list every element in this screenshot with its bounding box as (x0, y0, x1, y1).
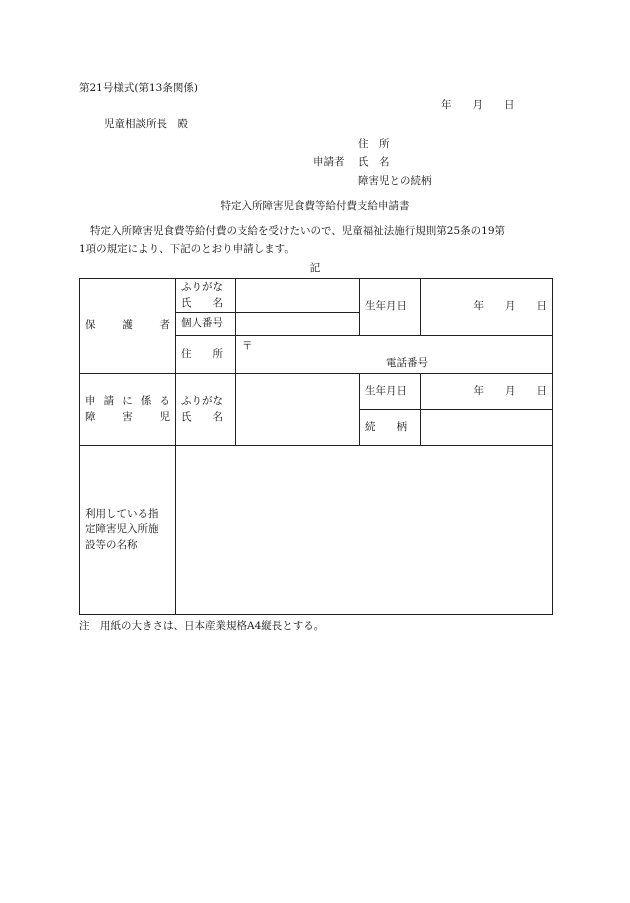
guardian-furigana-label: ふりがな (181, 281, 223, 294)
guardian-address-label-cell (176, 336, 236, 374)
guardian-address-field[interactable] (236, 336, 553, 374)
my-number-label: 個人番号 (181, 317, 223, 330)
relation-label: 続 柄 (365, 420, 407, 433)
child-name-label: 氏 名 (181, 410, 223, 423)
facility-label-line1: 利用している指 (85, 508, 159, 521)
footnote: 注 用紙の大きさは、日本産業規格A4縦長とする。 (79, 620, 325, 632)
application-table (79, 278, 553, 615)
guardian-name-field[interactable] (236, 279, 360, 313)
child-label-cell (80, 374, 176, 446)
date-line: 年 月 日 (441, 99, 515, 111)
facility-label-line3: 設等の名称 (85, 538, 138, 551)
applicant-address-label: 住 所 (358, 138, 390, 150)
guardian-dob-label: 生年月日 (365, 300, 407, 313)
guardian-address-label: 住 所 (181, 347, 223, 360)
phone-label: 電話番号 (386, 356, 428, 369)
guardian-label: 保護者 (85, 319, 170, 332)
guardian-dob-label-cell (360, 279, 421, 336)
facility-label-cell (80, 446, 176, 615)
applicant-label: 申請者 (313, 156, 345, 168)
document-title: 特定入所障害児食費等給付費支給申請書 (220, 200, 410, 212)
child-dob-label-cell (360, 374, 421, 410)
relation-field[interactable] (421, 410, 553, 446)
guardian-dob-field[interactable] (421, 279, 553, 336)
child-name-field[interactable] (236, 374, 360, 446)
applicant-relation-label: 障害児との続柄 (358, 175, 432, 187)
my-number-label-cell (176, 313, 236, 336)
child-dob-date: 年 月 日 (473, 384, 547, 397)
child-dob-label: 生年月日 (365, 384, 407, 397)
ki-heading: 記 (309, 262, 321, 274)
facility-name-field[interactable] (176, 446, 553, 615)
form-number: 第21号様式(第13条関係) (79, 82, 198, 94)
guardian-label-cell (80, 279, 176, 374)
guardian-dob-date: 年 月 日 (473, 300, 547, 313)
child-label-line2: 障害児 (85, 410, 170, 423)
my-number-field[interactable] (236, 313, 360, 336)
body-text-line2: 1項の規定により、下記のとおり申請します。 (79, 243, 295, 255)
child-furigana-label: ふりがな (181, 395, 223, 408)
facility-label-line2: 定障害児入所施 (85, 523, 159, 536)
relation-label-cell (360, 410, 421, 446)
addressee: 児童相談所長 殿 (104, 118, 188, 130)
postal-mark: 〒 (242, 340, 253, 352)
body-text-line1: 特定入所障害児食費等給付費の支給を受けたいので、児童福祉法施行規則第25条の19第 (90, 225, 506, 237)
child-furigana-label-cell (176, 374, 236, 446)
guardian-name-label: 氏 名 (181, 296, 223, 309)
child-label-line1: 申請に係る (85, 395, 170, 408)
guardian-furigana-label-cell (176, 279, 236, 313)
applicant-name-label: 氏 名 (358, 156, 390, 168)
child-dob-field[interactable] (421, 374, 553, 410)
